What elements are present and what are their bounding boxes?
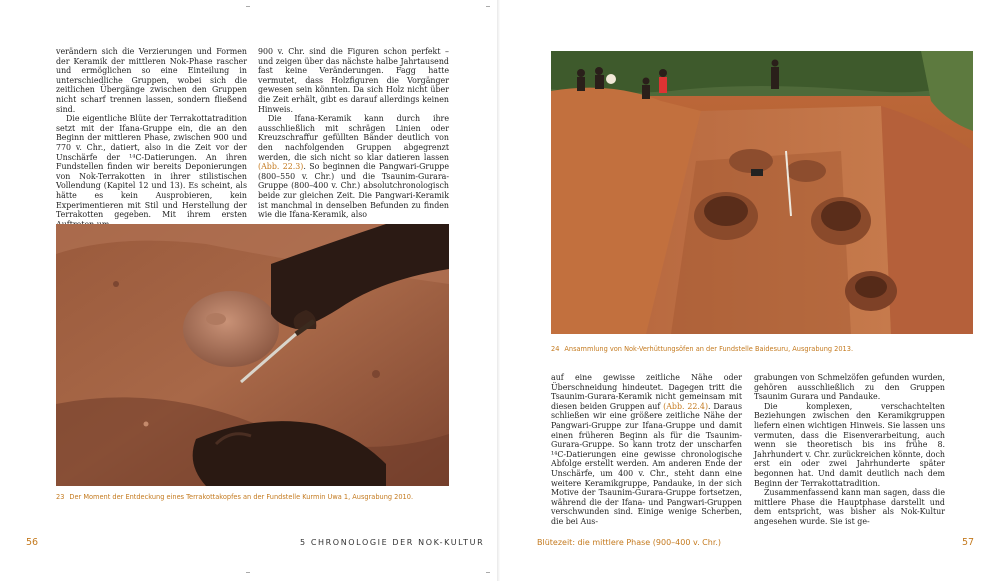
paragraph: grabungen von Schmelzöfen gefunden wurden, gehören ausschließlich zu den Gruppen Tsaunim Gurara und Pandauke. (754, 373, 945, 402)
crop-mark (246, 572, 250, 573)
right-text-column-1 (551, 373, 742, 527)
figure-number: 23 (56, 493, 65, 501)
page-number-left: 56 (26, 537, 39, 548)
figure-caption-24 (551, 345, 973, 353)
paragraph: Zusammenfassend kann man sagen, dass die mittlere Phase die Hauptphase darstellt und dem entspricht, was bisher als Nok-Kultur angesehen wurde. Sie ist ge- (754, 488, 945, 526)
paragraph: 900 v. Chr. sind die Figuren schon perfekt – und zeigen über das nächste halbe Jahrtausend fast keine Veränderungen. Fagg hatte vermutet, dass Holzfiguren die Vorgänger gewesen sein könnten. Da sich Holz nicht über die Zeit erhält, gibt es darauf allerdings keinen Hinweis. (258, 47, 449, 114)
crop-mark (486, 572, 490, 573)
running-head-right: Blütezeit: die mittlere Phase (900–400 v. Chr.) (537, 538, 722, 547)
text-run: . So beginnen die Pangwari-Gruppe (800–550 v. Chr.) und die Tsaunim-Gurara-Gruppe (800–400 v. Chr.) absolutchronologisch beide zur gleichen Zeit. Die Pangwari-Keramik ist manchmal in denselben Befunden zu finden wie die Ifana-Keramik, also (258, 162, 449, 220)
photo-furnace-excavation (551, 51, 973, 334)
paragraph (551, 373, 742, 527)
text-run: Die Ifana-Keramik kann durch ihre ausschließlich mit schrägen Linien oder Kreuzschraffur gefüllten Bänder deutlich von den nachfolgenden Gruppen abgegrenzt werden, die sich nicht so klar datieren lassen (258, 114, 449, 162)
crop-mark (246, 6, 250, 7)
running-head-left: 5 CHRONOLOGIE DER NOK-KULTUR (300, 538, 485, 547)
caption-text: Ansammlung von Nok-Verhüttungsöfen an der Fundstelle Baidesuru, Ausgrabung 2013. (564, 345, 854, 353)
left-text-column-1 (56, 47, 247, 229)
paragraph (258, 114, 449, 220)
figure-reference-link[interactable]: (Abb. 22.3) (258, 162, 304, 172)
paragraph: Die komplexen, verschachtelten Beziehungen zwischen den Keramikgruppen liefern einen wichtigen Hinweis. Sie lassen uns vermuten, dass die Eisenverarbeitung, auch wenn sie theoretisch bis ins frühe 8. Jahrhundert v. Chr. zurückreichen könnte, doch erst ein oder zwei Jahrhunderte später begonnen hat. Und damit deutlich nach dem Beginn der Terrakottatradition. (754, 401, 945, 488)
photo-terracotta-discovery (56, 224, 449, 486)
figure-caption-23 (56, 493, 449, 501)
page-number-right: 57 (962, 537, 975, 548)
crop-mark (486, 6, 490, 7)
right-page (500, 0, 1000, 581)
text-run: auf eine gewisse zeitliche Nähe oder Überschneidung hindeutet. Dagegen tritt die Tsaunim-Gurara-Keramik nicht gemeinsam mit diesen beiden Gruppen auf (551, 373, 742, 411)
paragraph: verändern sich die Verzierungen und Formen der Keramik der mittleren Nok-Phase rascher und ermöglichen so eine Einteilung in unterschiedliche Gruppen, wobei sich die zeitlichen Übergänge zwischen den Gruppen nicht scharf trennen lassen, sondern fließend sind. (56, 47, 247, 114)
caption-text: Der Moment der Entdeckung eines Terrakottakopfes an der Fundstelle Kurmin Uwa 1, Ausgrabung 2010. (69, 493, 414, 501)
paragraph: Die eigentliche Blüte der Terrakottatradition setzt mit der Ifana-Gruppe ein, die an den Beginn der mittleren Phase, zwischen 900 und 770 v. Chr., datiert, also in die Zeit vor der Unschärfe der ¹⁴C-Datierungen. An ihren Fundstellen finden wir bereits Deponierungen von Nok-Terrakotten in ihrer stilistischen Vollendung (Kapitel 12 und 13). Es scheint, als hätte es kein Ausprobieren, kein Experimentieren mit Stil und Herstellung der Terrakotten gegeben. Mit ihrem ersten (56, 114, 247, 220)
right-text-column-2 (754, 373, 945, 527)
text-run: . Daraus schließen wir eine größere zeitliche Nähe der Pangwari-Gruppe zur Ifana-Gruppe und damit einen früheren Beginn als für die Tsaunim-Gurara-Gruppe. So kann trotz der unscharfen ¹⁴C-Datierungen eine gewisse chronologische Abfolge erstellt werden. Am anderen Ende der Unschärfe, um 400 v. Chr., steht dann eine weitere Keramikgruppe, Pandauke, in der sich Motive der Tsaunim-Gurara-Gruppe fortsetzen, während die der Ifana- und Pangwari-Gruppen verschwunden sind. Einige wenige Scherben, die bei Aus- (551, 401, 743, 526)
figure-reference-link[interactable]: (Abb. 22.4) (663, 401, 709, 411)
left-text-column-2 (258, 47, 449, 220)
figure-number: 24 (551, 345, 560, 353)
